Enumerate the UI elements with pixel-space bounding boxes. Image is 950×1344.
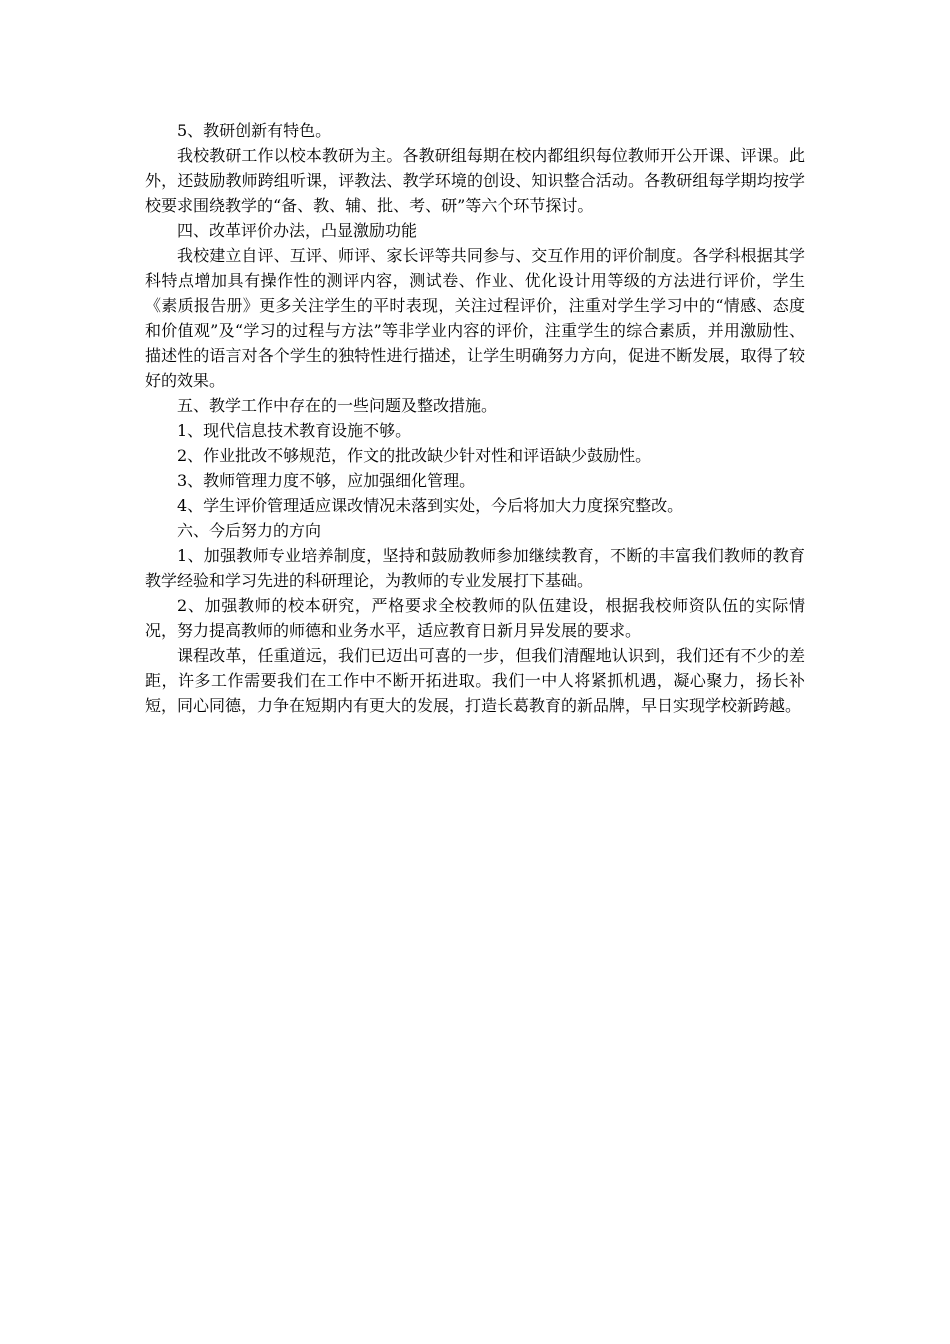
direction-item-2: 2、加强教师的校本研究，严格要求全校教师的队伍建设，根据我校师资队伍的实际情况，努力提高教师的师德和业务水平，适应教育日新月异发展的要求。: [145, 596, 805, 640]
issue-item-4: 4、学生评价管理适应课改情况未落到实处，今后将加大力度探究整改。: [177, 496, 684, 515]
issue-item-3: 3、教师管理力度不够，应加强细化管理。: [177, 471, 476, 490]
issue-item-2: 2、作业批改不够规范，作文的批改缺少针对性和评语缺少鼓励性。: [177, 446, 652, 465]
document-page: [145, 118, 805, 718]
closing-paragraph: 课程改革，任重道远，我们已迈出可喜的一步，但我们清醒地认识到，我们还有不少的差距，许多工作需要我们在工作中不断开拓进取。我们一中人将紧抓机遇，凝心聚力，扬长补短，同心同德，力争在短期内有更大的发展，打造长葛教育的新品牌，早日实现学校新跨越。: [145, 646, 805, 715]
section-4-heading: 四、改革评价办法，凸显激励功能: [177, 221, 418, 240]
section-5-heading: 5、教研创新有特色。: [177, 121, 332, 140]
research-paragraph: 我校教研工作以校本教研为主。各教研组每期在校内都组织每位教师开公开课、评课。此外，还鼓励教师跨组听课，评教法、教学环境的创设、知识整合活动。各教研组每学期均按学校要求围绕教学的“备、教、辅、批、考、研”等六个环节探讨。: [145, 146, 805, 215]
direction-item-1: 1、加强教师专业培养制度，坚持和鼓励教师参加继续教育，不断的丰富我们教师的教育教学经验和学习先进的科研理论，为教师的专业发展打下基础。: [145, 546, 805, 590]
issue-item-1: 1、现代信息技术教育设施不够。: [177, 421, 412, 440]
section-direction-heading: 六、今后努力的方向: [177, 521, 322, 540]
evaluation-paragraph: 我校建立自评、互评、师评、家长评等共同参与、交互作用的评价制度。各学科根据其学科特点增加具有操作性的测评内容，测试卷、作业、优化设计用等级的方法进行评价，学生《素质报告册》更多关注学生的平时表现，关注过程评价，注重对学生学习中的“情感、态度和价值观”及“学习的过程与方法”等非学业内容的评价，注重学生的综合素质，并用激励性、描述性的语言对各个学生的独特性进行描述，让学生明确努力方向，促进不断发展，取得了较好的效果。: [145, 246, 805, 390]
section-issues-heading: 五、教学工作中存在的一些问题及整改措施。: [177, 396, 498, 415]
